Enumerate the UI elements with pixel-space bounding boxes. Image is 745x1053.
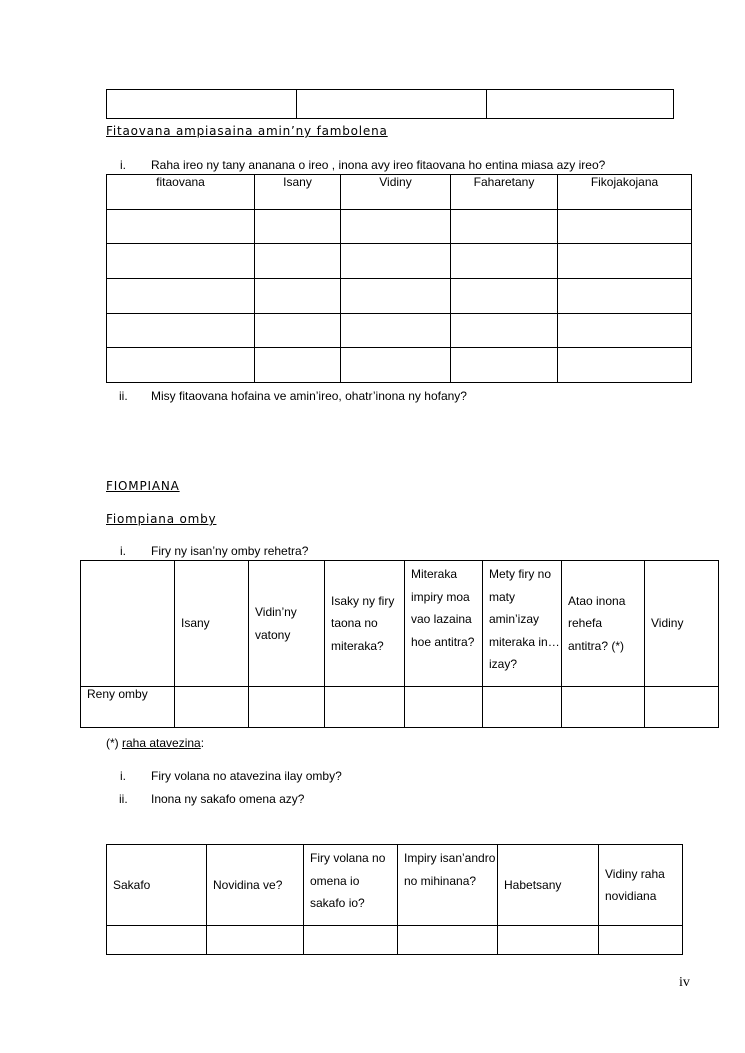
cattle-header-miteraka-impiry: Miteraka impiry moa vao lazaina hoe antitra? [405, 561, 483, 687]
feed-header-novidina: Novidina ve? [207, 845, 304, 926]
tools-table [106, 174, 692, 383]
top-table-cell [487, 90, 674, 119]
feed-header-sakafo: Sakafo [107, 845, 207, 926]
question-number: i. [120, 158, 126, 172]
table-row [107, 279, 692, 314]
top-table-cell [107, 90, 297, 119]
question-number: i. [120, 769, 126, 783]
subheading-cattle: Fiompiana omby [106, 512, 217, 526]
footnote-link: raha atavezina [122, 736, 201, 750]
feed-header-firy-volana: Firy volana no omena io sakafo io? [304, 845, 398, 926]
footnote-suffix: : [200, 736, 205, 750]
cattle-header-isany-text: Isany [181, 616, 210, 631]
cattle-header-vidin-ny-vatony: Vidin’ny vatony [249, 561, 325, 687]
question-number: ii. [119, 389, 128, 403]
feed-table [106, 844, 683, 955]
cattle-header-isaky-ny-firy: Isaky ny firy taona no miteraka? [325, 561, 405, 687]
table-row [107, 314, 692, 348]
cattle-header-blank [81, 561, 175, 687]
top-table-cell [297, 90, 487, 119]
table-row [107, 210, 692, 244]
table-row [107, 348, 692, 383]
tools-header-fitaovana: fitaovana [107, 175, 255, 210]
tools-header-vidiny: Vidiny [341, 175, 451, 210]
cattle-header-vidiny: Vidiny [645, 561, 719, 687]
page-number: iv [679, 975, 690, 990]
tools-header-fikojakojana: Fikojakojana [558, 175, 692, 210]
question-feed: Inona ny sakafo omena azy? [151, 792, 305, 806]
feed-header-vidiny: Vidiny raha novidiana [599, 845, 683, 926]
tools-header-faharetany: Faharetany [451, 175, 558, 210]
footnote [106, 736, 204, 750]
section-heading-tools: Fitaovana ampiasaina amin’ny fambolena [106, 124, 388, 138]
footnote-prefix: (*) [106, 736, 122, 750]
feed-header-impiry: Impiry isan’andro no mihinana? [398, 845, 498, 926]
section-heading-livestock: FIOMPIANA [106, 479, 180, 493]
cattle-header-mety-firy: Mety firy no maty amin’izay miteraka in… izay? [483, 561, 562, 687]
feed-header-habetsany: Habetsany [498, 845, 599, 926]
question-number: i. [120, 544, 126, 558]
cattle-header-isany [175, 561, 249, 687]
question-fattening-months: Firy volana no atavezina ilay omby? [151, 769, 342, 783]
question-tools-rent: Misy fitaovana hofaina ve amin’ireo, ohatr’inona ny hofany? [151, 389, 467, 403]
cattle-row-label: Reny omby [81, 687, 175, 728]
question-tools-list: Raha ireo ny tany ananana o ireo , inona avy ireo fitaovana ho entina miasa azy ireo? [151, 158, 606, 172]
table-row [107, 926, 683, 955]
question-cattle-count: Firy ny isan’ny omby rehetra? [151, 544, 309, 558]
cattle-table [80, 560, 719, 728]
cattle-header-atao-inona: Atao inona rehefa antitra? (*) [562, 561, 645, 687]
table-row [81, 687, 719, 728]
table-row [107, 244, 692, 279]
question-number: ii. [119, 792, 128, 806]
top-table [106, 89, 674, 119]
tools-header-isany: Isany [255, 175, 341, 210]
